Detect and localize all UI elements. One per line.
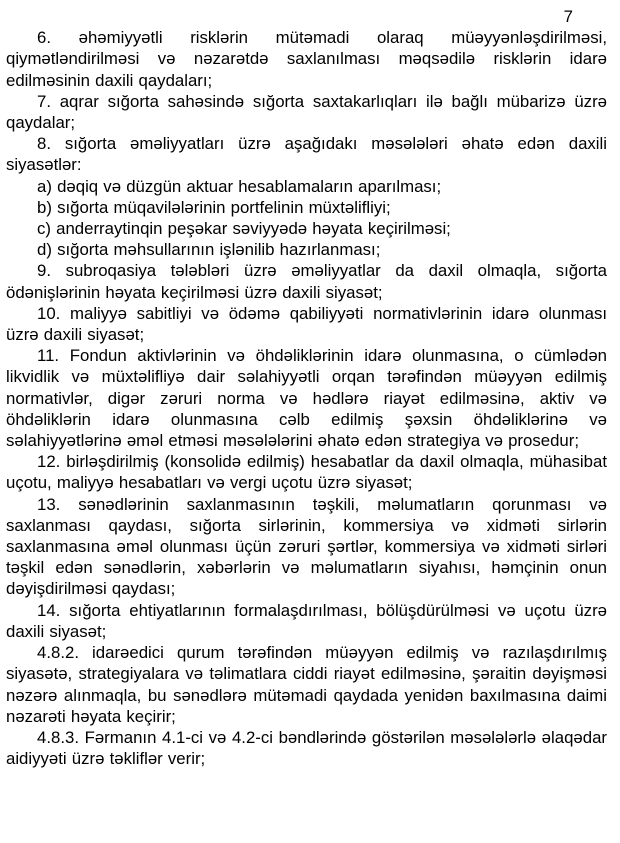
- paragraph-8-item-d: d) sığorta məhsullarının işlənilib hazırlanması;: [37, 240, 381, 260]
- paragraph-7: 7. aqrar sığorta sahəsində sığorta saxtakarlıqları ilə bağlı mübarizə üzrə qaydalar;: [6, 91, 607, 133]
- page-number: 7: [563, 7, 573, 26]
- paragraph-4-8-3: 4.8.3. Fərmanın 4.1-ci və 4.2-ci bəndlərində göstərilən məsələlərlə əlaqədar aidiyyəti üzrə təkliflər verir;: [6, 727, 607, 769]
- paragraph-12: 12. birləşdirilmiş (konsolidə edilmiş) hesabatlar da daxil olmaqla, mühasibat uçotu, maliyyə hesabatları və vergi uçotu üzrə siyasət;: [6, 452, 607, 493]
- paragraph-8-item-a: a) dəqiq və düzgün aktuar hesablamaların aparılması;: [37, 176, 442, 196]
- paragraph-13: 13. sənədlərinin saxlanmasının təşkili, məlumatların qorunması və saxlanması qaydası, sığorta sirlərinin, kommersiya və xidməti sirlərin saxlanmasına əməl olunması üçün zəruri şərtlər, kommersiya və xidməti sirləri təşkil edən sənədlərin, xəbərlərin və məlumatların siyahısı, həmçinin onun dəyişdirilməsi qaydası;: [6, 494, 607, 599]
- paragraph-8: 8. sığorta əməliyyatları üzrə aşağıdakı məsələləri əhatə edən daxili siyasətlər:: [6, 134, 607, 175]
- paragraph-6: 6. əhəmiyyətli risklərin mütəmadi olaraq müəyyənləşdirilməsi, qiymətləndirilməsi və nəzarətdə saxlanılması məqsədilə risklərin idarə edilməsinin daxili qaydaları;: [6, 28, 607, 90]
- paragraph-14: 14. sığorta ehtiyatlarının formalaşdırılması, bölüşdürülməsi və uçotu üzrə daxili siyasət;: [6, 600, 607, 641]
- paragraph-11: 11. Fondun aktivlərinin və öhdəliklərinin idarə olunmasına, o cümlədən likvidlik və müxtəlifliyə dair səlahiyyətli orqan tərəfindən müəyyən edilmiş normativlər, digər zəruri norma və hədlərə riayət edilməsinə, aktiv və öhdəliklərin idarə olunmasına cəlb edilmiş şəxsin öhdəliklərinə və səlahiyyətlərinə əməl etməsi məsələlərini əhatə edən strategiya və prosedur;: [6, 346, 607, 451]
- paragraph-4-8-2: 4.8.2. idarəedici qurum tərəfindən müəyyən edilmiş və razılaşdırılmış siyasətə, strategiyalara və təlimatlara ciddi riayət edilməsinə, şəraitin dəyişməsi nəzərə alınmaqla, bu sənədlərə mütəmadi qaydada yenidən baxılmasına daimi nəzarəti həyata keçirir;: [6, 643, 607, 726]
- paragraph-8-item-c: c) anderraytinqin peşəkar səviyyədə həyata keçirilməsi;: [37, 219, 451, 239]
- paragraph-8-item-b: b) sığorta müqavilələrinin portfelinin müxtəlifliyi;: [37, 197, 391, 217]
- paragraph-9: 9. subroqasiya tələbləri üzrə əməliyyatlar da daxil olmaqla, sığorta ödənişlərinin həyata keçirilməsi üzrə daxili siyasət;: [6, 261, 607, 302]
- paragraph-10: 10. maliyyə sabitliyi və ödəmə qabiliyyəti normativlərinin idarə olunması üzrə daxili siyasət;: [6, 303, 607, 345]
